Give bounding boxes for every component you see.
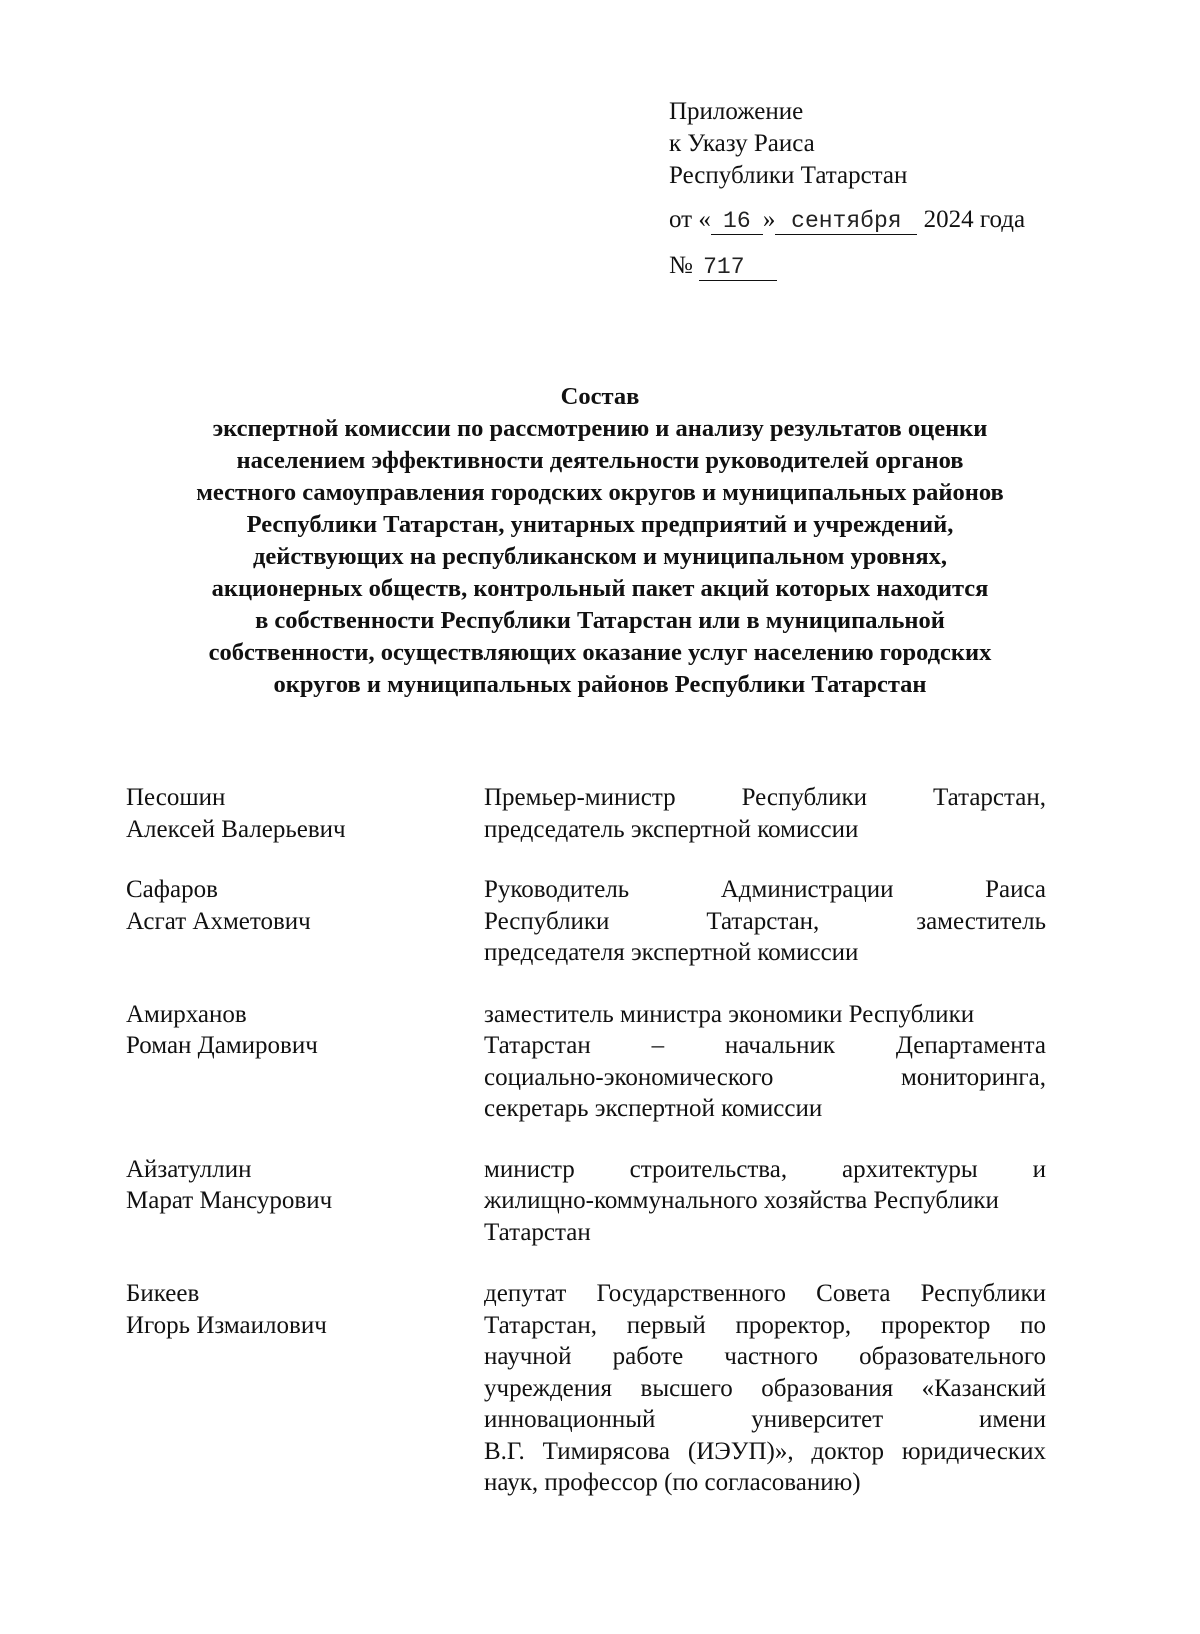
member-role xyxy=(484,874,1046,969)
role-word: учреждения xyxy=(484,1374,613,1402)
member-given-name: Роман Дамирович xyxy=(126,1032,318,1059)
date-mid: » xyxy=(762,206,776,233)
number-value: 717 xyxy=(699,254,777,281)
role-word: министр xyxy=(484,1155,575,1183)
role-word: Государственного xyxy=(596,1280,787,1307)
member-surname: Бикеев xyxy=(126,1280,200,1307)
role-word: (ИЭУП)», xyxy=(687,1437,794,1465)
role-word: заместитель xyxy=(916,907,1046,935)
title-line: собственности, осуществляющих оказание услуг населению городских xyxy=(208,639,992,666)
member-name xyxy=(126,1154,484,1249)
role-word: и xyxy=(1032,1155,1046,1183)
member-role xyxy=(484,1154,1046,1249)
role-word: Премьер-министр xyxy=(484,784,676,811)
role-line xyxy=(484,1373,1046,1405)
decree-number xyxy=(669,250,777,282)
decree-date xyxy=(669,204,1025,236)
role-word: депутат xyxy=(484,1280,567,1307)
date-prefix: от « xyxy=(669,206,711,233)
role-line xyxy=(484,1062,1046,1094)
title-line: акционерных обществ, контрольный пакет акций которых находится xyxy=(211,575,989,602)
title-line: округов и муниципальных районов Республики Татарстан xyxy=(273,671,927,698)
role-line: председателя экспертной комиссии xyxy=(484,939,859,966)
member-surname: Амирханов xyxy=(126,1000,247,1028)
role-line: Татарстан xyxy=(484,1218,591,1246)
role-word: научной xyxy=(484,1343,572,1370)
role-word: образования xyxy=(761,1374,894,1402)
role-word: по xyxy=(1020,1311,1046,1339)
annex-header xyxy=(669,96,907,192)
role-word: Татарстан, xyxy=(484,1311,597,1339)
role-word: Раиса xyxy=(985,876,1046,903)
member-entry xyxy=(126,874,1056,969)
role-word: социально-экономического xyxy=(484,1063,774,1091)
role-line xyxy=(484,1310,1046,1342)
title-line: Республики Татарстан, унитарных предприятий и учреждений, xyxy=(246,511,954,538)
role-word: проректор xyxy=(880,1311,991,1339)
role-line xyxy=(484,874,1046,906)
member-name xyxy=(126,782,484,845)
members-list xyxy=(126,782,1056,1499)
member-given-name: Алексей Валерьевич xyxy=(126,815,346,843)
member-name xyxy=(126,1278,484,1499)
role-line xyxy=(484,906,1046,938)
title-line: местного самоуправления городских округов и муниципальных районов xyxy=(196,479,1004,506)
title-line: экспертной комиссии по рассмотрению и анализу результатов оценки xyxy=(212,415,988,442)
role-word: Республики xyxy=(484,907,610,935)
member-given-name: Марат Мансурович xyxy=(126,1187,333,1214)
role-word: университет xyxy=(751,1406,884,1433)
title-heading: Состав xyxy=(560,383,640,410)
member-name xyxy=(126,874,484,969)
member-entry xyxy=(126,1278,1056,1499)
member-name xyxy=(126,999,484,1125)
role-word: Татарстан xyxy=(484,1032,591,1059)
role-word: Республики xyxy=(741,784,867,811)
member-role xyxy=(484,1278,1046,1499)
annex-line: к Указу Раиса xyxy=(669,130,815,157)
date-year: 2024 года xyxy=(923,206,1026,233)
number-prefix: № xyxy=(669,252,693,279)
role-word: Тимирясова xyxy=(542,1437,671,1465)
role-word: инновационный xyxy=(484,1406,656,1433)
document-title xyxy=(100,381,1100,701)
role-line: наук, профессор (по согласованию) xyxy=(484,1469,861,1496)
member-surname: Айзатуллин xyxy=(126,1155,252,1183)
role-line xyxy=(484,1436,1046,1468)
role-line xyxy=(484,1278,1046,1310)
title-line: действующих на республиканском и муниципальном уровнях, xyxy=(252,543,948,570)
role-word: доктор xyxy=(811,1437,885,1465)
role-word: частного xyxy=(724,1343,818,1370)
role-word: Татарстан, xyxy=(706,907,820,935)
member-role xyxy=(484,782,1046,845)
annex-line: Приложение xyxy=(669,98,804,125)
member-entry xyxy=(126,782,1056,845)
member-surname: Песошин xyxy=(126,784,226,811)
role-word: мониторинга, xyxy=(900,1063,1046,1091)
role-line xyxy=(484,1404,1046,1436)
role-word: работе xyxy=(612,1343,684,1370)
role-word: строительства, xyxy=(629,1155,788,1183)
role-word: Татарстан, xyxy=(933,784,1046,811)
role-line: председатель экспертной комиссии xyxy=(484,815,859,843)
role-word: имени xyxy=(978,1406,1046,1433)
role-word: юридических xyxy=(901,1437,1046,1465)
role-word: проректор, xyxy=(735,1311,852,1339)
role-word: образовательного xyxy=(859,1343,1046,1370)
role-word: Республики xyxy=(920,1280,1046,1307)
member-role xyxy=(484,999,1046,1125)
role-line xyxy=(484,782,1046,814)
role-word: первый xyxy=(626,1311,706,1339)
role-word: начальник xyxy=(724,1032,836,1059)
member-entry xyxy=(126,999,1056,1125)
role-line xyxy=(484,1154,1046,1186)
role-line: секретарь экспертной комиссии xyxy=(484,1095,823,1122)
title-line: в собственности Республики Татарстан или в муниципальной xyxy=(255,607,945,634)
role-word: – xyxy=(651,1032,665,1059)
date-month: сентября xyxy=(775,208,917,235)
role-word: Администрации xyxy=(720,876,894,903)
role-word: В.Г. xyxy=(484,1437,525,1465)
role-line xyxy=(484,1341,1046,1373)
member-entry xyxy=(126,1154,1056,1249)
member-surname: Сафаров xyxy=(126,876,218,903)
role-word: Департамента xyxy=(895,1032,1046,1059)
annex-line: Республики Татарстан xyxy=(669,162,908,189)
role-word: архитектуры xyxy=(842,1155,978,1183)
member-given-name: Игорь Измаилович xyxy=(126,1311,327,1339)
role-word: Руководитель xyxy=(484,876,630,903)
role-line xyxy=(484,1030,1046,1062)
title-line: населением эффективности деятельности руководителей органов xyxy=(236,447,964,474)
role-line: жилищно-коммунального хозяйства Республики xyxy=(484,1187,999,1214)
role-word: высшего xyxy=(640,1374,733,1402)
role-line: заместитель министра экономики Республики xyxy=(484,1000,975,1028)
date-day: 16 xyxy=(711,208,763,235)
role-word: «Казанский xyxy=(921,1374,1046,1402)
role-word: Совета xyxy=(816,1280,891,1307)
member-given-name: Асгат Ахметович xyxy=(126,907,311,935)
